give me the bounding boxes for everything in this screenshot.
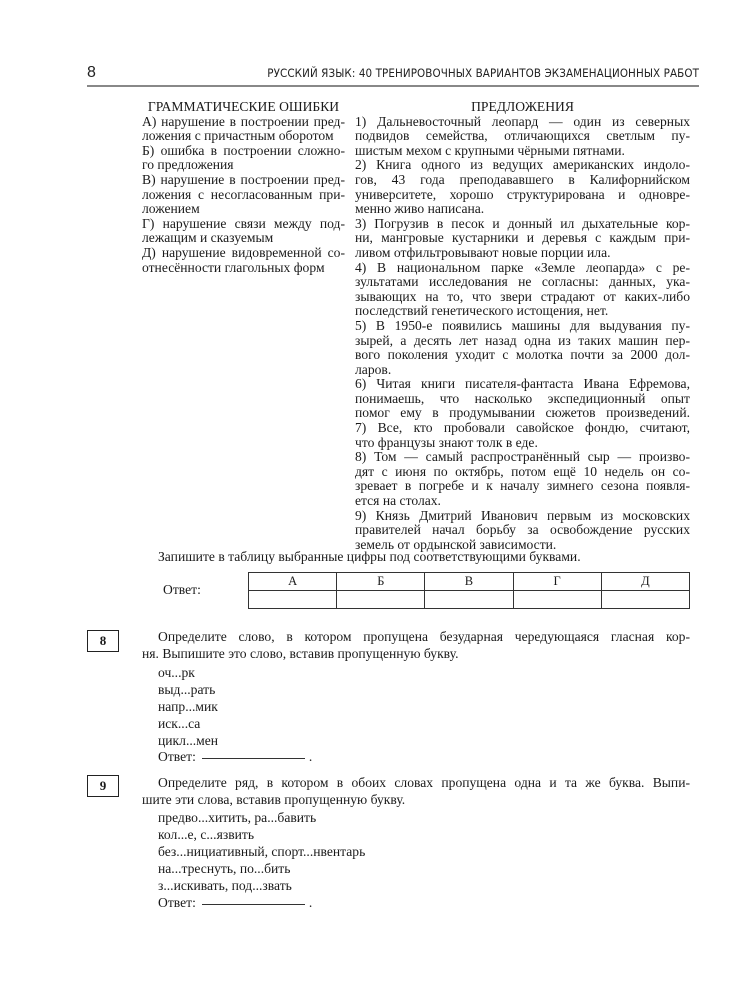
text-line: лежащим и сказуемым (142, 230, 274, 246)
page-number: 8 (87, 64, 96, 81)
answer-cell[interactable] (249, 591, 337, 609)
answer-cell[interactable] (601, 591, 689, 609)
text-line: 9) Князь Дмитрий Иванович первым из московских (355, 507, 690, 523)
option: на...треснуть, по...бить (158, 861, 291, 876)
option: кол...е, с...язвить (158, 827, 255, 842)
task-text-line: Определите ряд, в котором в обоих словах пропущена одна и та же буква. Выпи- (158, 775, 690, 790)
column-heading: ГРАММАТИЧЕСКИЕ ОШИБКИ (147, 99, 340, 114)
text-line: шистым мехом с крупными чёрными пятнами. (355, 142, 625, 158)
text-line: университете, хорошо структурирована и одновре- (355, 186, 690, 202)
sentences-list (355, 115, 690, 553)
text-line: 7) Все, кто пробовали савойское фондю, считают, (355, 420, 690, 436)
text-line: 5) В 1950-е появились машины для выдувания пу- (355, 317, 690, 333)
text-line: последствий генетического истощения, нет. (355, 303, 609, 319)
text-line: отнесённости глагольных форм (142, 259, 325, 275)
task-9-text (142, 775, 690, 809)
text-line: гов, 43 года преподававшего в Калифорнийском (355, 171, 690, 187)
text-line: ливом отфильтровывают новые порции ила. (355, 244, 611, 260)
answer-instruction: Запишите в таблицу выбранные цифры под соответствующими буквами. (158, 549, 581, 564)
answer-table-row (249, 591, 690, 609)
text-line: 4) В национальном парке «Земле леопарда» с ре- (355, 259, 690, 275)
column-header: Д (601, 573, 689, 591)
option: напр...мик (158, 699, 218, 714)
text-line: Д) нарушение видовременной со- (142, 244, 345, 260)
text-line: ларов. (355, 361, 392, 377)
column-header: Г (513, 573, 601, 591)
text-line: 6) Читая книги писателя-фантаста Ивана Ефремова, (355, 376, 690, 392)
text-line: Б) ошибка в построении сложно- (142, 142, 345, 158)
text-line: го предложения (142, 157, 234, 173)
column-header: Б (337, 573, 425, 591)
column-heading: ПРЕДЛОЖЕНИЯ (471, 99, 574, 114)
text-line: ложения с несогласованным при- (142, 186, 345, 202)
answer-label: Ответ: (158, 895, 196, 910)
text-line: помог ему в продумывании сюжетов произведений. (355, 405, 690, 421)
answer-table (248, 572, 690, 609)
text-line: 1) Дальневосточный леопард — один из северных (355, 113, 690, 129)
task-8-text (142, 629, 690, 663)
option: оч...рк (158, 665, 195, 680)
text-line: зультатами исследования не согласны: данных, ука- (355, 274, 690, 290)
task-8-options (158, 664, 218, 749)
text-line: ложения с причастным оборотом (142, 128, 334, 144)
grammar-errors-column (142, 100, 345, 275)
text-line: подвидов семейства, отличающихся светлым пу- (355, 128, 690, 144)
column-header: А (249, 573, 337, 591)
answer-table-header (249, 573, 690, 591)
answer-blank[interactable] (202, 904, 305, 905)
running-title: РУССКИЙ ЯЗЫК: 40 ТРЕНИРОВОЧНЫХ ВАРИАНТОВ ЭКЗАМЕНАЦИОННЫХ РАБОТ (267, 66, 699, 80)
answer-label: Ответ: (158, 749, 196, 764)
answer-period: . (308, 749, 313, 764)
text-line: земель от ордынской зависимости. (355, 536, 557, 552)
option: иск...са (158, 716, 201, 731)
answer-cell[interactable] (513, 591, 601, 609)
text-line: ложением (142, 201, 200, 217)
task-number-box: 9 (87, 775, 119, 797)
option: з...искивать, под...звать (158, 878, 292, 893)
task-9-options (158, 809, 365, 894)
text-line: зырей, а десять лет назад одна из таких машин пер- (355, 332, 690, 348)
text-line: менно живо написана. (355, 201, 485, 217)
answer-blank[interactable] (202, 758, 305, 759)
text-line: А) нарушение в построении пред- (142, 113, 345, 129)
text-line: В) нарушение в построении пред- (142, 171, 345, 187)
text-line: понимаешь, что насколько экспедиционный опыт (355, 390, 690, 406)
text-line: 3) Погрузив в песок и донный ил дыхательные кор- (355, 215, 690, 231)
text-line: 8) Том — самый распространённый сыр — произво- (355, 449, 690, 465)
answer-cell[interactable] (425, 591, 513, 609)
answer-label: Ответ: (163, 582, 201, 597)
task-9-answer (158, 895, 312, 911)
text-line: ется на столах. (355, 493, 441, 509)
task-text-line: ня. Выпишите это слово, вставив пропущенную букву. (142, 645, 459, 661)
option: предво...хитить, ра...бавить (158, 810, 317, 825)
option: без...нициативный, спорт...нвентарь (158, 844, 366, 859)
grammar-errors-list (142, 115, 345, 276)
text-line: дят с июня по октябрь, потом ещё 10 недель он со- (355, 463, 690, 479)
text-line: что французы знают толк в еде. (355, 434, 538, 450)
text-line: вого поколения уходит с молотка почти за 2000 дол- (355, 347, 690, 363)
option: цикл...мен (158, 733, 219, 748)
task-number-box: 8 (87, 630, 119, 652)
option: выд...рать (158, 682, 216, 697)
answer-cell[interactable] (337, 591, 425, 609)
text-line: зывающих на то, что звери страдают от каких-либо (355, 288, 690, 304)
answer-period: . (308, 895, 313, 910)
task-8-answer (158, 749, 312, 765)
text-line: Г) нарушение связи между под- (142, 215, 345, 231)
column-header: В (425, 573, 513, 591)
text-line: ни, мангровые кустарники и деревья с каждым при- (355, 230, 690, 246)
text-line: зревает в погребе и к началу зимнего сезона появля- (355, 478, 690, 494)
task-text-line: шите эти слова, вставив пропущенную букву. (142, 791, 406, 807)
text-line: правителей начал борьбу за освобождение русских (355, 522, 690, 538)
header-divider (87, 85, 699, 87)
sentences-column (355, 100, 690, 552)
task-text-line: Определите слово, в котором пропущена безударная чередующаяся гласная кор- (158, 629, 690, 644)
text-line: 2) Книга одного из ведущих американских индоло- (355, 157, 690, 173)
